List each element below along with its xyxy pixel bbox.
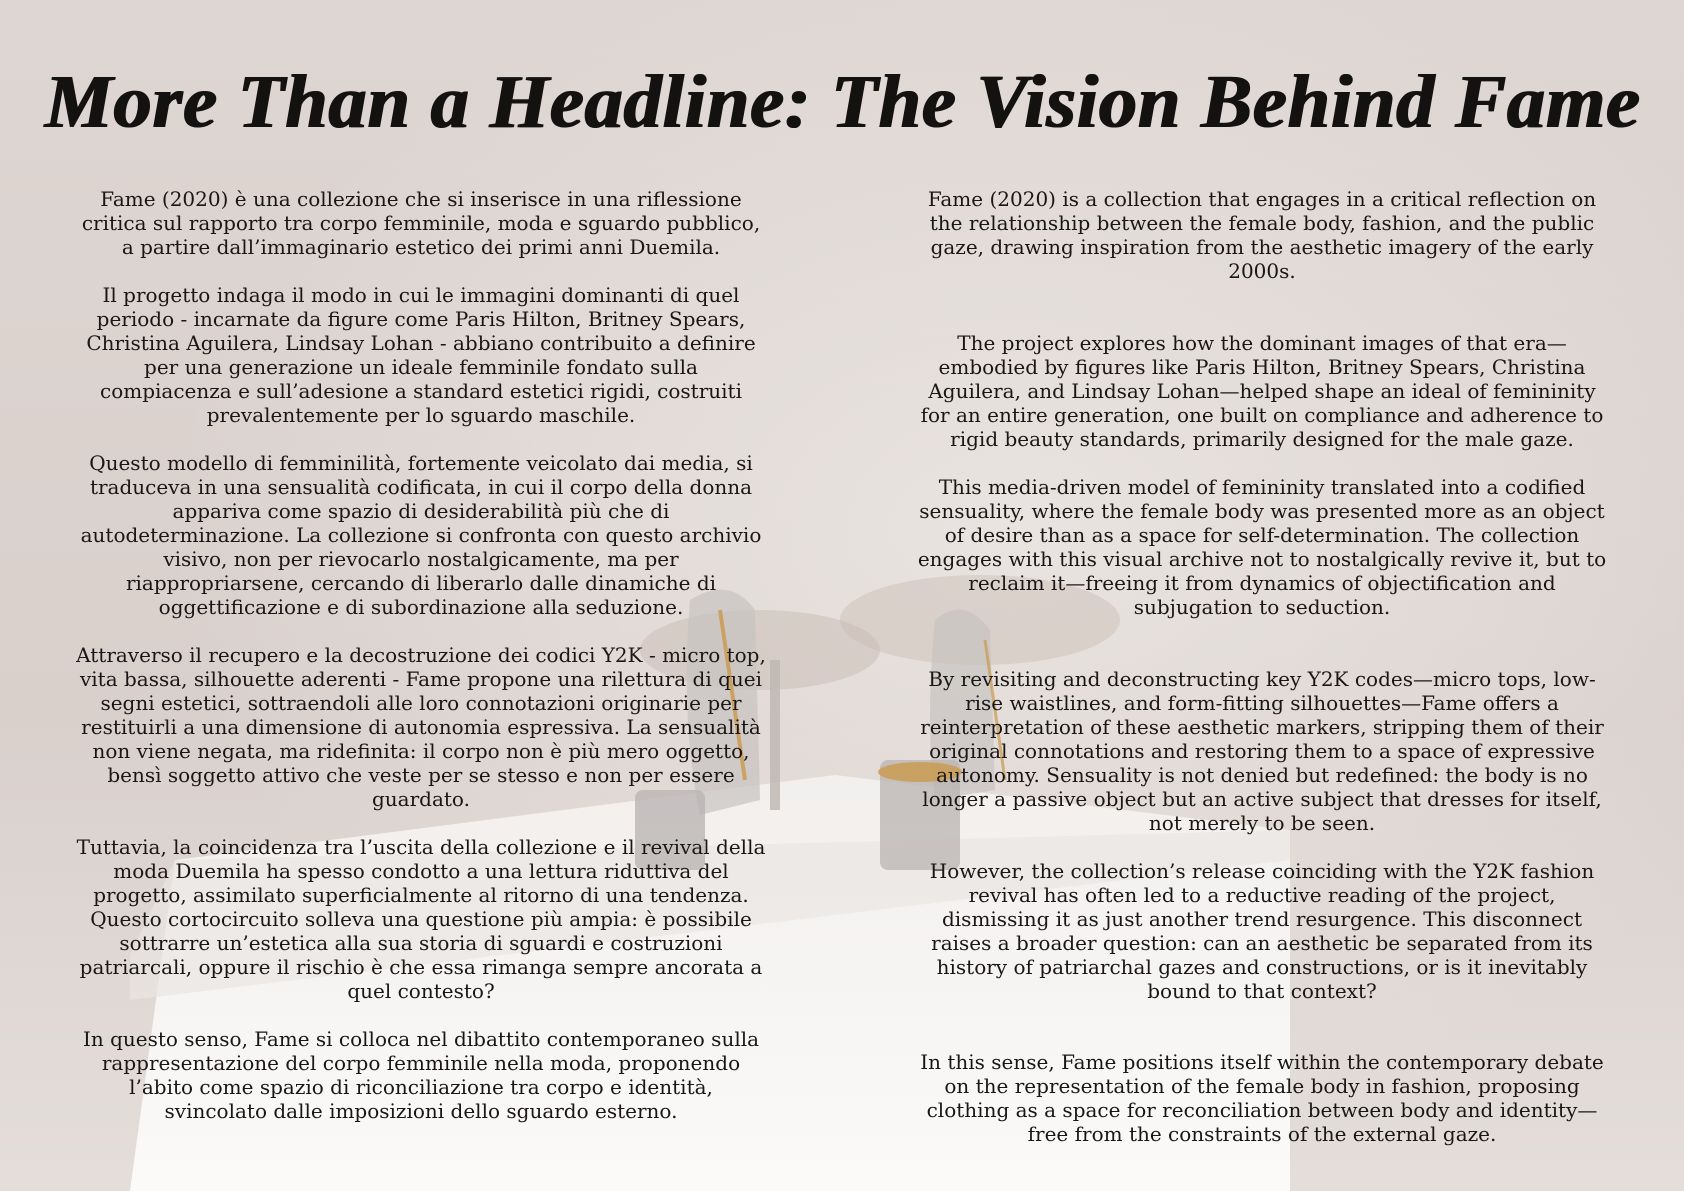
english-paragraph-4: By revisiting and deconstructing key Y2K codes—micro tops, low-rise waistlines, and form-fitting silhouettes—Fame offers a reinterpretation of these aesthetic markers, stripping them of their original connotations and restoring them to a space of expressive autonomy. Sensuality is not denied but redefined: the body is no longer a passive object but an active subject that dresses for itself, not merely to be seen. <box>920 667 1604 835</box>
english-paragraph-5: However, the collection’s release coinciding with the Y2K fashion revival has often led to a reductive reading of the project, dismissing it as just another trend resurgence. This disconnect raises a broader question: can an aesthetic be separated from its history of patriarchal gazes and constructions, or is it inevitably bound to that context? <box>929 859 1595 1003</box>
italian-paragraph-6: In questo senso, Fame si colloca nel dibattito contemporaneo sulla rappresentazione del corpo femminile nella moda, proponendo l’abito come spazio di riconciliazione tra corpo e identità, svincolato dalle imposizioni dello sguardo esterno. <box>82 1027 760 1123</box>
page-title: More Than a Headline: The Vision Behind Fame <box>44 60 1640 144</box>
italian-paragraph-1: Fame (2020) è una collezione che si inserisce in una riflessione critica sul rapporto tra corpo femminile, moda e sguardo pubblico, a partire dall’immaginario estetico dei primi anni Duemila. <box>81 187 761 259</box>
italian-paragraph-4: Attraverso il recupero e la decostruzione dei codici Y2K - micro top, vita bassa, silhouette aderenti - Fame propone una rilettura di quei segni estetici, sottraendoli alle loro connotazioni originarie per restituirli a una dimensione di autonomia espressiva. La sensualità non viene negata, ma ridefinita: il corpo non è più mero oggetto, bensì soggetto attivo che veste per se stesso e non per essere guardato. <box>76 643 766 811</box>
italian-paragraph-3: Questo modello di femminilità, fortemente veicolato dai media, si traduceva in una sensualità codificata, in cui il corpo della donna appariva come spazio di desiderabilità più che di autodeterminazione. La collezione si confronta con questo archivio visivo, non per rievocarlo nostalgicamente, ma per riappropriarsene, cercando di liberarlo dalle dinamiche di oggettificazione e di subordinazione alla seduzione. <box>80 451 762 619</box>
english-column <box>917 187 1607 1146</box>
english-paragraph-6: In this sense, Fame positions itself within the contemporary debate on the representation of the female body in fashion, proposing clothing as a space for reconciliation between body and identity—free from the constraints of the external gaze. <box>920 1050 1604 1146</box>
english-paragraph-3: This media-driven model of femininity translated into a codified sensuality, where the female body was presented more as an object of desire than as a space for self-determination. The collection engages with this visual archive not to nostalgically revive it, but to reclaim it—freeing it from dynamics of objectification and subjugation to seduction. <box>917 475 1607 619</box>
english-paragraph-2: The project explores how the dominant images of that era—embodied by figures like Paris Hilton, Britney Spears, Christina Aguilera, and Lindsay Lohan—helped shape an ideal of femininity for an entire generation, one built on compliance and adherence to rigid beauty standards, primarily designed for the male gaze. <box>920 331 1604 451</box>
english-paragraph-1: Fame (2020) is a collection that engages in a critical reflection on the relationship between the female body, fashion, and the public gaze, drawing inspiration from the aesthetic imagery of the early 2000s. <box>927 187 1597 283</box>
italian-column <box>76 187 766 1123</box>
italian-paragraph-5: Tuttavia, la coincidenza tra l’uscita della collezione e il revival della moda Duemila ha spesso condotto a una lettura riduttiva del progetto, assimilato superficialmente al ritorno di una tendenza. Questo cortocircuito solleva una questione più ampia: è possibile sottrarre un’estetica alla sua storia di sguardi e costruzioni patriarcali, oppure il rischio è che essa rimanga sempre ancorata a quel contesto? <box>76 835 766 1003</box>
italian-paragraph-2: Il progetto indaga il modo in cui le immagini dominanti di quel periodo - incarnate da figure come Paris Hilton, Britney Spears, Christina Aguilera, Lindsay Lohan - abbiano contribuito a definire per una generazione un ideale femminile fondato sulla compiacenza e sull’adesione a standard estetici rigidi, costruiti prevalentemente per lo sguardo maschile. <box>86 283 756 427</box>
